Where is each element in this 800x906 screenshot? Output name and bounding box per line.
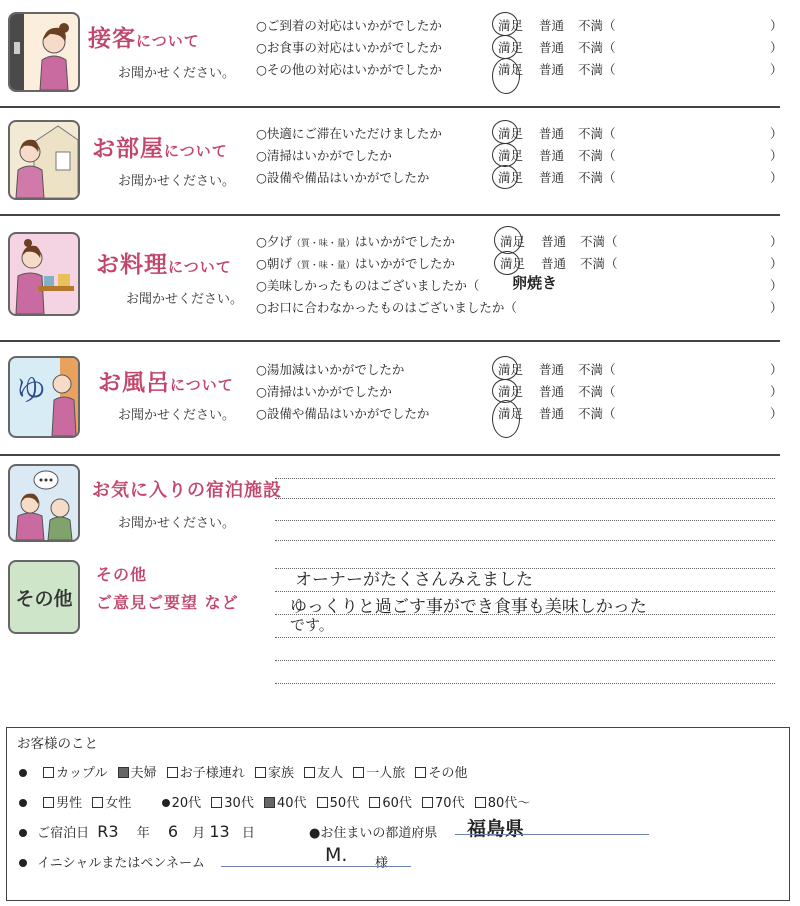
room-title: お部屋について bbox=[92, 136, 228, 162]
dotted-line bbox=[275, 660, 775, 661]
initial-label: イニシャルまたはペンネーム bbox=[37, 856, 205, 871]
service-q2: ○お食事の対応はいかがでしたか bbox=[256, 40, 442, 55]
favorite-icon bbox=[8, 464, 80, 542]
section-meal bbox=[0, 216, 800, 340]
bullet bbox=[19, 799, 27, 807]
bath-icon-text: ゆ bbox=[16, 373, 46, 408]
year-label: 年 bbox=[136, 826, 150, 841]
checkbox[interactable] bbox=[422, 797, 433, 808]
companion-couple: カップル bbox=[56, 766, 108, 781]
bullet bbox=[19, 859, 27, 867]
checkbox[interactable] bbox=[167, 767, 178, 778]
close-paren: ） bbox=[770, 278, 783, 293]
answer-circle bbox=[492, 356, 518, 380]
service-q1: ○ご到着の対応はいかがでしたか bbox=[256, 18, 442, 33]
meal-icon bbox=[8, 232, 80, 316]
guest-info-box bbox=[6, 727, 790, 901]
answer-circle bbox=[492, 143, 518, 167]
checkbox-checked[interactable] bbox=[118, 767, 129, 778]
prefecture-underline bbox=[455, 834, 649, 835]
checkbox[interactable] bbox=[211, 797, 222, 808]
companion-married: 夫婦 bbox=[130, 766, 157, 781]
answer-circle bbox=[492, 35, 518, 59]
answer-circle bbox=[494, 251, 520, 275]
section-favorite bbox=[0, 456, 800, 548]
initial-underline bbox=[221, 866, 411, 867]
gender-age-row bbox=[19, 792, 530, 811]
service-title: 接客について bbox=[88, 26, 200, 52]
section-room bbox=[0, 108, 800, 214]
meal-q2: ○朝げ（質・味・量）はいかがでしたか bbox=[256, 256, 455, 271]
other-icon bbox=[8, 560, 80, 634]
companion-family: 家族 bbox=[267, 766, 294, 781]
age-50s: 50代 bbox=[329, 796, 360, 811]
age-20s: 20代 bbox=[171, 796, 202, 811]
guest-heading: お客様のこと bbox=[17, 736, 98, 752]
stay-day: 13 bbox=[209, 822, 230, 841]
other-title-1: その他 bbox=[96, 565, 148, 584]
other-title-2: ご意見ご要望 など bbox=[96, 593, 239, 612]
service-opts-2: 満足 普通 不満（ bbox=[498, 40, 616, 55]
checkbox-checked[interactable] bbox=[264, 797, 275, 808]
checkbox[interactable] bbox=[317, 797, 328, 808]
close-paren: ） bbox=[770, 406, 783, 421]
bullet bbox=[19, 829, 27, 837]
service-q3: ○その他の対応はいかがでしたか bbox=[256, 62, 442, 77]
close-paren: ） bbox=[770, 362, 783, 377]
checkbox[interactable] bbox=[43, 767, 54, 778]
room-subtitle: お聞かせください。 bbox=[118, 174, 236, 189]
stay-label: ご宿泊日 bbox=[37, 826, 90, 841]
companion-friends: 友人 bbox=[317, 766, 344, 781]
prefecture-value[interactable]: 福島県 bbox=[467, 818, 525, 840]
bath-opts-2: 満足 普通 不満（ bbox=[498, 384, 616, 399]
prefecture-label: ●お住まいの都道府県 bbox=[309, 826, 438, 841]
initial-value[interactable]: M. bbox=[325, 844, 348, 866]
meal-q4: ○お口に合わなかったものはございましたか（ bbox=[256, 300, 517, 315]
gender-female: 女性 bbox=[105, 796, 132, 811]
dotted-line bbox=[275, 540, 775, 541]
room-opts-2: 満足 普通 不満（ bbox=[498, 148, 616, 163]
age-80s: 80代〜 bbox=[487, 796, 531, 811]
age-40s: 40代 bbox=[276, 796, 307, 811]
age-30s: 30代 bbox=[224, 796, 254, 811]
initial-row bbox=[19, 852, 205, 871]
service-opts-3: 満足 普通 不満（ bbox=[498, 62, 616, 77]
room-q3: ○設備や備品はいかがでしたか bbox=[256, 170, 430, 185]
close-paren: ） bbox=[770, 18, 783, 33]
answer-circle bbox=[492, 12, 518, 36]
other-handwritten-3: です。 bbox=[290, 616, 334, 634]
close-paren: ） bbox=[770, 300, 783, 315]
meal-opts-2: 満足 普通 不満（ bbox=[500, 256, 618, 271]
close-paren: ） bbox=[770, 40, 783, 55]
bath-q2: ○清掃はいかがでしたか bbox=[256, 384, 392, 399]
answer-circle bbox=[492, 120, 518, 144]
bath-q1: ○湯加減はいかがでしたか bbox=[256, 362, 405, 377]
day-label: 日 bbox=[241, 826, 255, 841]
checkbox[interactable] bbox=[92, 797, 103, 808]
section-bath bbox=[0, 342, 800, 452]
companion-other: その他 bbox=[428, 766, 468, 781]
age-60s: 60代 bbox=[382, 796, 412, 811]
other-icon-text: その他 bbox=[15, 587, 73, 610]
meal-q3: ○美味しかったものはございましたか（ bbox=[256, 278, 480, 293]
month-label: 月 bbox=[192, 826, 206, 841]
bath-subtitle: お聞かせください。 bbox=[118, 408, 236, 423]
bath-q3: ○設備や備品はいかがでしたか bbox=[256, 406, 430, 421]
close-paren: ） bbox=[770, 62, 783, 77]
stay-date-row bbox=[19, 822, 255, 841]
room-opts-1: 満足 普通 不満（ bbox=[498, 126, 616, 141]
companion-solo: 一人旅 bbox=[366, 766, 406, 781]
answer-circle bbox=[492, 58, 520, 94]
room-q2: ○清掃はいかがでしたか bbox=[256, 148, 392, 163]
bath-icon bbox=[8, 356, 80, 438]
checkbox[interactable] bbox=[255, 767, 266, 778]
close-paren: ） bbox=[770, 234, 783, 249]
radio-filled[interactable] bbox=[162, 799, 170, 807]
close-paren: ） bbox=[770, 384, 783, 399]
bullet bbox=[19, 769, 27, 777]
other-handwritten-2: ゆっくりと過ごす事ができ食事も美味しかった bbox=[290, 597, 647, 617]
answer-circle bbox=[492, 400, 520, 438]
close-paren: ） bbox=[770, 256, 783, 271]
meal-q1: ○夕げ（質・味・量）はいかがでしたか bbox=[256, 234, 455, 249]
bath-title: お風呂について bbox=[98, 370, 234, 396]
companion-with-children: お子様連れ bbox=[179, 766, 245, 781]
service-opts-1: 満足 普通 不満（ bbox=[498, 18, 616, 33]
checkbox[interactable] bbox=[304, 767, 315, 778]
checkbox[interactable] bbox=[475, 797, 486, 808]
room-opts-3: 満足 普通 不満（ bbox=[498, 170, 616, 185]
answer-circle bbox=[492, 165, 518, 189]
sama-label: 様 bbox=[375, 856, 389, 871]
checkbox[interactable] bbox=[43, 797, 54, 808]
service-subtitle: お聞かせください。 bbox=[118, 66, 236, 81]
room-icon bbox=[8, 120, 80, 200]
meal-subtitle: お聞かせください。 bbox=[126, 292, 244, 307]
close-paren: ） bbox=[770, 170, 783, 185]
stay-era: R3 bbox=[97, 822, 119, 841]
meal-q3-answer: 卵焼き bbox=[512, 274, 558, 292]
checkbox[interactable] bbox=[353, 767, 364, 778]
answer-circle bbox=[494, 226, 522, 254]
checkbox[interactable] bbox=[369, 797, 380, 808]
checkbox[interactable] bbox=[415, 767, 426, 778]
gender-male: 男性 bbox=[56, 796, 83, 811]
stay-month: 6 bbox=[167, 822, 179, 841]
bath-opts-1: 満足 普通 不満（ bbox=[498, 362, 616, 377]
dotted-line bbox=[275, 520, 775, 521]
meal-title: お料理について bbox=[96, 252, 232, 278]
favorite-subtitle: お聞かせください。 bbox=[118, 516, 236, 531]
bath-opts-3: 満足 普通 不満（ bbox=[498, 406, 616, 421]
section-service bbox=[0, 0, 800, 106]
companion-row bbox=[19, 762, 467, 781]
age-70s: 70代 bbox=[435, 796, 465, 811]
service-icon bbox=[8, 12, 80, 92]
dotted-line bbox=[275, 637, 775, 638]
dotted-line bbox=[275, 478, 775, 479]
other-handwritten-1: オーナーがたくさんみえました bbox=[295, 570, 533, 590]
meal-opts-1: 満足 普通 不満（ bbox=[500, 234, 618, 249]
room-q1: ○快適にご滞在いただけましたか bbox=[256, 126, 442, 141]
dotted-line bbox=[275, 683, 775, 684]
close-paren: ） bbox=[770, 126, 783, 141]
dotted-line bbox=[275, 498, 775, 499]
close-paren: ） bbox=[770, 148, 783, 163]
favorite-title: お気に入りの宿泊施設 bbox=[92, 480, 282, 501]
